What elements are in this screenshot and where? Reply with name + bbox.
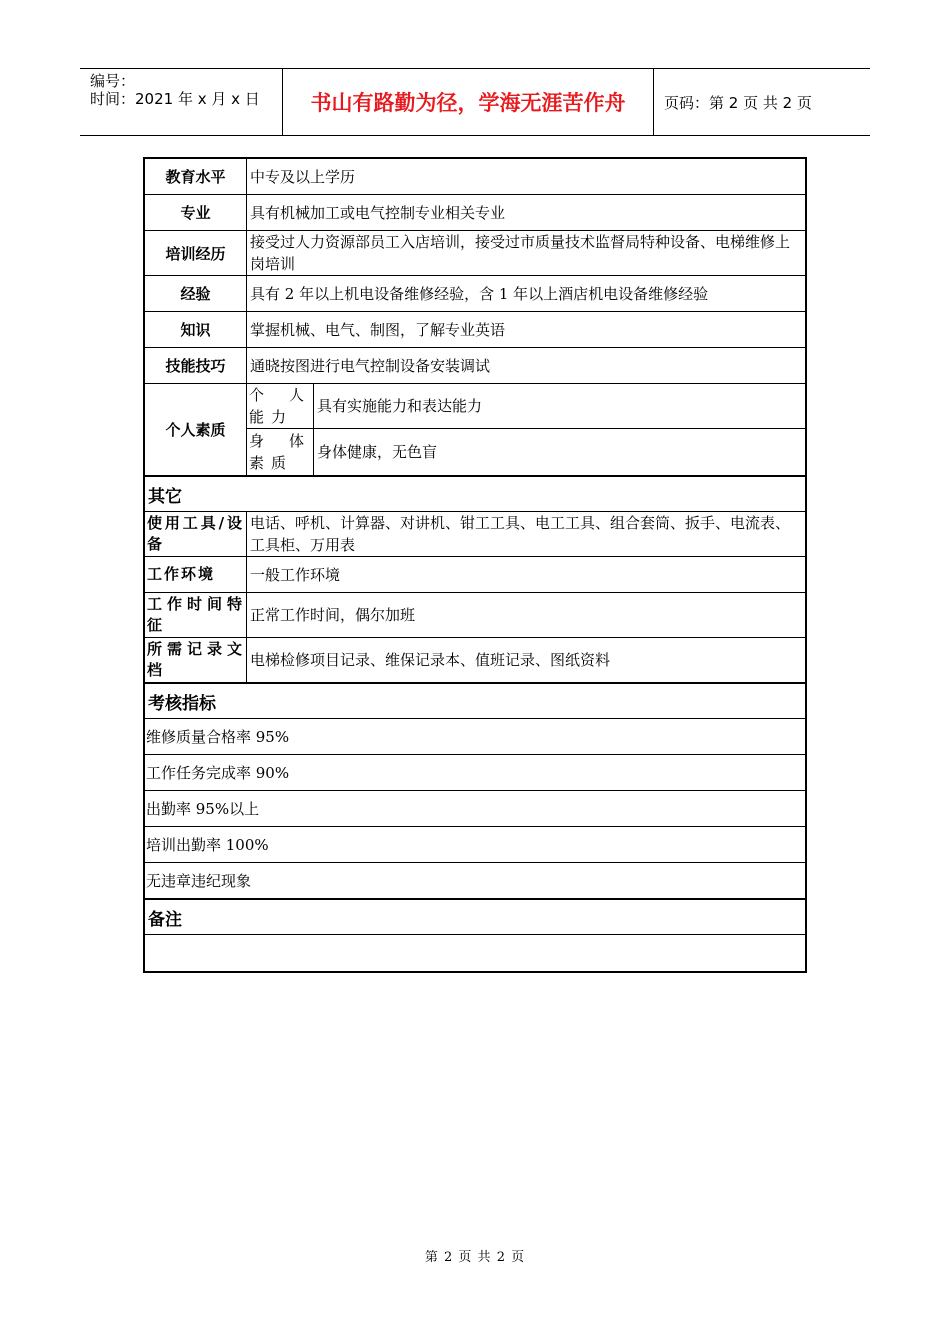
table-row xyxy=(145,557,805,593)
header-meta xyxy=(80,69,282,135)
table-row xyxy=(145,195,805,231)
number-label: 编号： xyxy=(90,72,136,90)
row-value: 掌握机械、电气、制图，了解专业英语 xyxy=(250,320,506,339)
motto: 书山有路勤为径，学海无涯苦作舟 xyxy=(282,69,654,135)
row-label: 知识 xyxy=(145,312,247,347)
section-title-other: 其它 xyxy=(148,486,182,507)
row-label: 经验 xyxy=(145,276,247,311)
sub-row-value: 身体健康，无色盲 xyxy=(317,443,438,461)
section-title-assessment: 考核指标 xyxy=(148,693,216,714)
row-label: 培训经历 xyxy=(145,231,247,275)
row-value: 电话、呼机、计算器、对讲机、钳工工具、电工工具、组合套筒、扳手、电流表、工具柜、万用表 xyxy=(250,514,791,554)
page-header xyxy=(80,68,870,136)
row-value: 正常工作时间，偶尔加班 xyxy=(250,606,416,624)
row-label: 教育水平 xyxy=(145,159,247,194)
sub-row xyxy=(247,429,805,475)
section-header xyxy=(145,477,805,512)
personal-subrows xyxy=(247,384,805,475)
row-label: 技能技巧 xyxy=(145,348,247,383)
table-row xyxy=(145,512,805,557)
row-label: 工作时间特征 xyxy=(145,593,247,637)
notes-body xyxy=(145,935,805,971)
sub-row-value: 具有实施能力和表达能力 xyxy=(317,397,483,415)
page-footer: 第 2 页 共 2 页 xyxy=(424,1250,526,1265)
row-value: 接受过人力资源部员工入店培训，接受过市质量技术监督局特种设备、电梯维修上岗培训 xyxy=(250,233,791,273)
notes-value xyxy=(145,935,146,971)
row-value: 具有机械加工或电气控制专业相关专业 xyxy=(250,203,506,222)
table-row xyxy=(145,593,805,638)
sub-row-label: 身体素质 xyxy=(247,429,314,475)
table-row xyxy=(145,638,805,684)
list-item xyxy=(145,755,805,791)
assessment-item: 工作任务完成率 90% xyxy=(146,764,290,782)
row-label: 个人素质 xyxy=(145,384,247,475)
list-item xyxy=(145,827,805,863)
time-label: 时间：2021 年 x 月 x 日 xyxy=(90,90,260,108)
table-row xyxy=(145,231,805,276)
list-item xyxy=(145,719,805,755)
table-row xyxy=(145,312,805,348)
row-value: 电梯检修项目记录、维保记录本、值班记录、图纸资料 xyxy=(250,651,611,669)
table-row xyxy=(145,348,805,384)
row-label: 专业 xyxy=(145,195,247,230)
list-item xyxy=(145,791,805,827)
row-label: 工作环境 xyxy=(145,557,247,592)
sub-row-label: 个人能力 xyxy=(247,384,314,428)
row-value: 中专及以上学历 xyxy=(250,167,356,186)
section-header xyxy=(145,684,805,719)
assessment-item: 培训出勤率 100% xyxy=(146,836,269,854)
table-row xyxy=(145,159,805,195)
sub-row xyxy=(247,384,805,429)
page-info: 页码：第 2 页 共 2 页 xyxy=(664,93,812,112)
section-title-notes: 备注 xyxy=(148,909,182,930)
assessment-item: 维修质量合格率 95% xyxy=(146,728,290,746)
list-item xyxy=(145,863,805,900)
assessment-item: 无违章违纪现象 xyxy=(146,872,252,890)
personal-quality-row xyxy=(145,384,805,477)
row-label: 所需记录文档 xyxy=(145,638,247,682)
row-label: 使用工具/设备 xyxy=(145,512,247,556)
row-value: 通晓按图进行电气控制设备安装调试 xyxy=(250,356,491,375)
job-description-table xyxy=(143,157,807,973)
row-value: 一般工作环境 xyxy=(250,565,341,584)
table-row xyxy=(145,276,805,312)
section-header xyxy=(145,900,805,935)
row-value: 具有 2 年以上机电设备维修经验，含 1 年以上酒店机电设备维修经验 xyxy=(250,284,709,303)
assessment-item: 出勤率 95%以上 xyxy=(146,800,260,818)
